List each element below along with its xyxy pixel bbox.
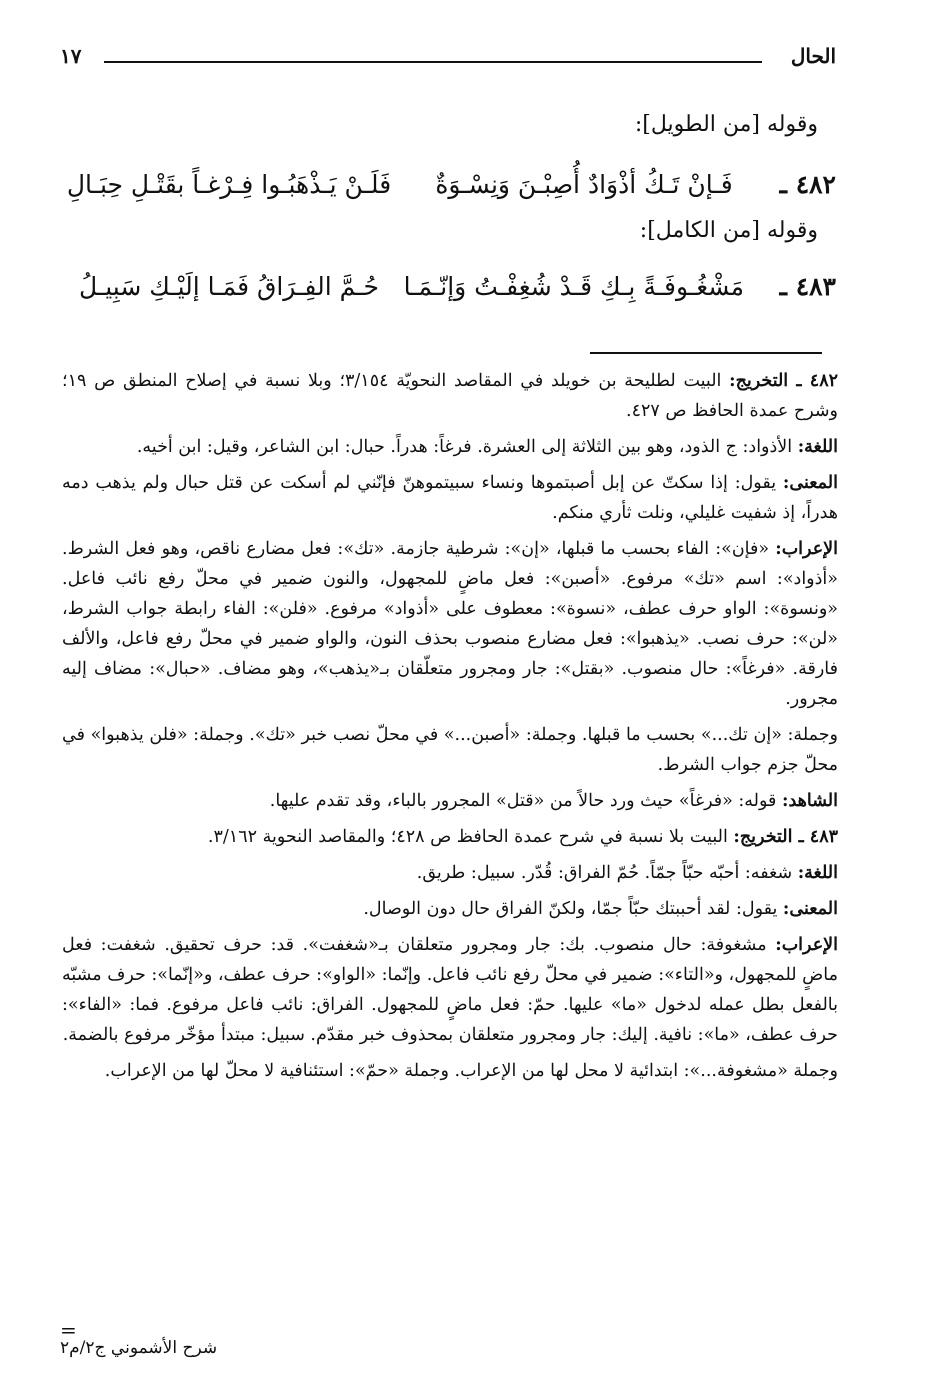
footnote-text: وجملة «مشغوفة...»: ابتدائية لا محل لها من الإعراب. وجملة «حمّ»: استئنافية لا محلّ لها من الإعراب. xyxy=(104,1061,838,1081)
footnote-label: ٤٨٣ ـ التخريج: xyxy=(733,827,838,847)
verse-intro: وقوله [من الطويل]: xyxy=(634,112,818,137)
verse-hemistich-second: فَلَـنْ يَـذْهَبُـوا فِـرْغـاً بقَتْـلِ حِبَـالِ xyxy=(66,170,392,199)
page-number: ١٧ xyxy=(60,44,82,68)
continuation-mark: = xyxy=(60,1318,77,1342)
footnote-text: مشغوفة: حال منصوب. بك: جار ومجرور متعلقان بـ«شغفت». قد: حرف تحقيق. شغفت: فعل ماضٍ للمجهول، و«التاء»: ضمير في محلّ رفع نائب فاعل. وإنّما: «الواو»: حرف عطف، و«إنّما»: حرف مشبّه بالفعل بطل عمله لدخول «ما» عليها. حمّ: فعل ماضٍ للمجهول. الفراق: نائب فاعل مرفوع. فما: «الفاء»: حرف عطف، «ما»: نافية. إليك: جار ومجرور متعلقان بمحذوف خبر مقدّم. سبيل: مبتدأ مؤخّر مرفوع بالضمة. xyxy=(61,935,838,1045)
footnote-label: الشاهد: xyxy=(781,791,838,811)
verse-number: ٤٨٣ ـ xyxy=(779,272,836,301)
signature-mark: شرح الأشموني ج٢/م٢ xyxy=(60,1338,218,1358)
verse-hemistich-second: حُـمَّ الفِـرَاقُ فَمَـا إلَيْـكِ سَبِيـلُ xyxy=(78,272,379,301)
page-footer xyxy=(60,1318,260,1368)
footnote-paragraph xyxy=(62,786,838,816)
footnote-label: الإعراب: xyxy=(775,539,838,559)
footnote-paragraph xyxy=(62,432,838,462)
verse-intro: وقوله [من الكامل]: xyxy=(639,218,818,243)
footnote-text: البيت لطليحة بن خويلد في المقاصد النحويّة ٣/١٥٤؛ وبلا نسبة في إصلاح المنطق ص ١٩؛ وشرح عمدة الحافظ ص ٤٢٧. xyxy=(62,371,838,421)
verse-hemistich-first: فَـإنْ تَـكُ أذْوَادٌ أُصِبْـنَ وَنِسْـوَةٌ xyxy=(435,170,733,199)
footnote-label: الإعراب: xyxy=(775,935,838,955)
footnote-paragraph xyxy=(62,534,838,714)
footnote-text: يقول: إذا سكتّ عن إبل أصبتموها ونساء سبيتموهنّ فإنّني لم أسكت عن قتل حبال ولم يذهب دمه هدراً، إذ شفيت غليلي، ونلت ثأري منكم. xyxy=(62,473,838,523)
verse-hemistich-first: مَشْغُـوفَـةً بِـكِ قَـدْ شُغِفْـتُ وَإنّـمَـا xyxy=(403,272,744,301)
footnote-text: شغفه: أحبّه حبّاً جمّاً. حُمّ الفراق: قُدّر. سبيل: طريق. xyxy=(416,863,798,883)
footnote-text: «فإن»: الفاء بحسب ما قبلها، «إن»: شرطية جازمة. «تك»: فعل مضارع ناقص، وهو فعل الشرط. «أذواد»: اسم «تك» مرفوع. «أصبن»: فعل ماضٍ للمجهول، والنون ضمير في محلّ رفع نائب فاعل. «ونسوة»: الواو حرف عطف، «نسوة»: معطوف على «أذواد» مرفوع. «فلن»: الفاء رابطة جواب الشرط، «لن»: حرف نصب. «يذهبوا»: فعل مضارع منصوب بحذف النون، والواو ضمير في محلّ رفع فاعل، والألف فارقة. «فرغاً»: حال منصوب. «بقتل»: جار ومجرور متعلّقان بـ«يذهب»، وهو مضاف. «حبال»: مضاف إليه مجرور. xyxy=(62,539,838,709)
footnotes xyxy=(62,366,838,1092)
footnote-paragraph xyxy=(62,468,838,528)
verse-number: ٤٨٢ ـ xyxy=(779,170,836,199)
footnote-paragraph xyxy=(62,1056,838,1086)
footnote-paragraph xyxy=(62,822,838,852)
footnote-paragraph xyxy=(62,366,838,426)
footnote-text: البيت بلا نسبة في شرح عمدة الحافظ ص ٤٢٨؛ والمقاصد النحوية ٣/١٦٢. xyxy=(207,827,734,847)
footnote-text: قوله: «فرغاً» حيث ورد حالاً من «قتل» المجرور بالباء، وقد تقدم عليها. xyxy=(269,791,782,811)
verse-483 xyxy=(60,268,836,312)
footnote-label: اللغة: xyxy=(797,863,838,883)
chapter-title: الحال xyxy=(790,44,836,68)
footnote-text: يقول: لقد أحببتك حبّاً جمّا، ولكنّ الفراق حال دون الوصال. xyxy=(363,899,783,919)
page-header xyxy=(60,40,836,80)
header-rule xyxy=(104,61,762,63)
verse-482 xyxy=(60,166,836,210)
footnote-paragraph xyxy=(62,720,838,780)
footnote-text: الأذواد: ج الذود، وهو بين الثلاثة إلى العشرة. فرغاً: هدراً. حبال: ابن الشاعر، وقيل: ابن أخيه. xyxy=(136,437,798,457)
footnote-label: المعنى: xyxy=(782,899,838,919)
footnote-label: المعنى: xyxy=(782,473,838,493)
footnote-label: اللغة: xyxy=(797,437,838,457)
footnote-paragraph xyxy=(62,858,838,888)
footnote-paragraph xyxy=(62,894,838,924)
footnote-text: وجملة: «إن تك...» بحسب ما قبلها. وجملة: «أصبن...» في محلّ نصب خبر «تك». وجملة: «فلن يذهبوا» في محلّ جزم جواب الشرط. xyxy=(62,725,838,775)
footnote-separator xyxy=(590,352,822,354)
footnote-label: ٤٨٢ ـ التخريج: xyxy=(729,371,838,391)
footnote-paragraph xyxy=(62,930,838,1050)
